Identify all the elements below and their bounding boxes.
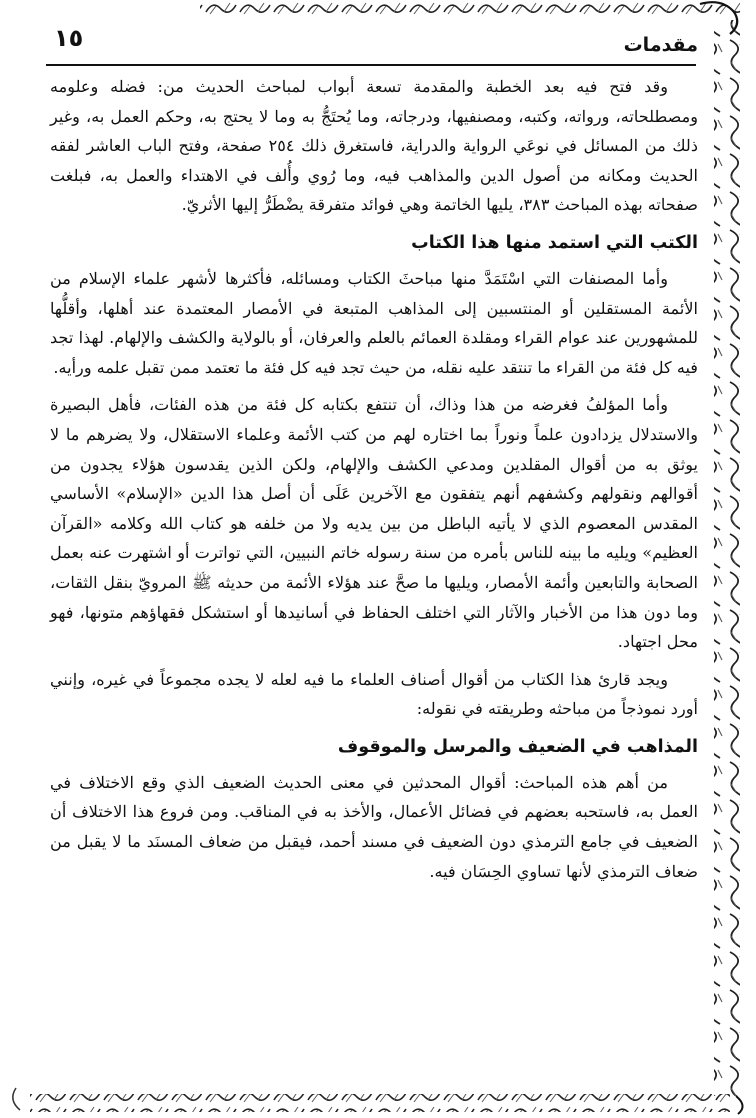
page-header xyxy=(46,22,696,66)
paragraph-reader: ويجد قارئ هذا الكتاب من أقوال أصناف العلماء ما فيه لعله لا يجده مجموعاً في غيره، وإنني أورد نموذجاً من مباحثه وطريقته في نقوله: xyxy=(50,669,698,719)
paragraph-sources: وأما المصنفات التي اسْتَمَدَّ منها مباحثَ الكتاب ومسائله، فأكثرها لأشهر علماء الإسلام من الأئمة المستقلين أو المنتسبين إلى المذاهب المتبعة في الأمصار المعتمدة عند أهلها، وأقلُّها للمشهورين عند عوام القراء ومقلدة العمائم بالعلم والعرفان، أو بالولاية والكشف والإلهام. لهذا تجد فيه كل فئة من القراء ما تنتقد عليه نقله، من حيث تجد فيه كل فئة ما تعتمد ممن تقبل علمه ورأيه. xyxy=(50,268,698,377)
paragraph-author-purpose: وأما المؤلفُ فغرضه من هذا وذاك، أن تنتفع بكتابه كل فئة من هذه الفئات، فأهل البصيرة والاستدلال يزدادون علماً ونوراً بما اختاره لهم من كتب الأئمة وعلماء الاستقلال، ولا يضرهم ما لا يوثق به من أقوال المقلدين ومدعي الكشف والإلهام، ولكن الذين يقدسون هؤلاء يجدون من أقوالهم ونقولهم وكشفهم أنهم يتفقون مع الآخرين عَلَى أن أصل هذا الدين «الإسلام» الأساسي المقدس المعصوم الذي لا يأتيه الباطل من بين يديه ولا من خلفه هو كتاب الله وكلامه «القرآن العظيم» ويليه ما بينه للناس بأمره من سنة رسوله خاتم النبيين، التي تواترت أو اشتهرت عنه بعمل الصحابة والتابعين وأئمة الأمصار، ويليها ما صحَّ عند هؤلاء الأئمة من حديثه ﷺ المرويّ بنقل الثقات، وما دون هذا من الأخبار والآثار التي اختلف الحفاظ في أسانيدها أو استشكل فقهاؤهم متونها، فهو محل اجتهاد. xyxy=(50,395,698,652)
paragraph-intro: وقد فتح فيه بعد الخطبة والمقدمة تسعة أبواب لمباحث الحديث من: فضله وعلومه ومصطلحاته، ورواته، وكتبه، ومصنفيها، ودرجاته، وما يُحتَجُّ به وما لا يحتج به، وحكم العمل به، وغير ذلك من المسائل في نوعَي الرواية والدراية، فاستغرق ذلك ٢٥٤ صفحة، وفتح الباب العاشر لفقه الحديث ومكانه من أصول الدين والمذاهب فيه، وما رُوي وأُلف في الاهتداء والعمل به، فبلغت صفحاته بهذه المباحث ٣٨٣، يليها الخاتمة وهي فوائد متفرقة يضْطَرُّ إليها الأثريّ. xyxy=(50,77,698,215)
running-title: مقدمات xyxy=(623,34,698,56)
paragraph-weak-hadith: من أهم هذه المباحث: أقوال المحدثين في معنى الحديث الضعيف الذي وقع الاختلاف في العمل به، فاستحبه بعضهم في فضائل الأعمال، والأخذ به في المناقب. ومن فروع هذا الاختلاف أن الضعيف في جامع الترمذي دون الضعيف في مسند أحمد، فيقبل من ضعاف المسنَد ما لا يقبل من ضعاف الترمذي لأنها تساوي الحِسَان فيه. xyxy=(50,772,698,881)
section-heading-sources: الكتب التي استمد منها هذا الكتاب xyxy=(411,232,698,253)
section-heading-weak-hadith: المذاهب في الضعيف والمرسل والموقوف xyxy=(337,736,698,757)
page-number: ١٥ xyxy=(54,24,84,52)
page-body xyxy=(50,72,698,886)
